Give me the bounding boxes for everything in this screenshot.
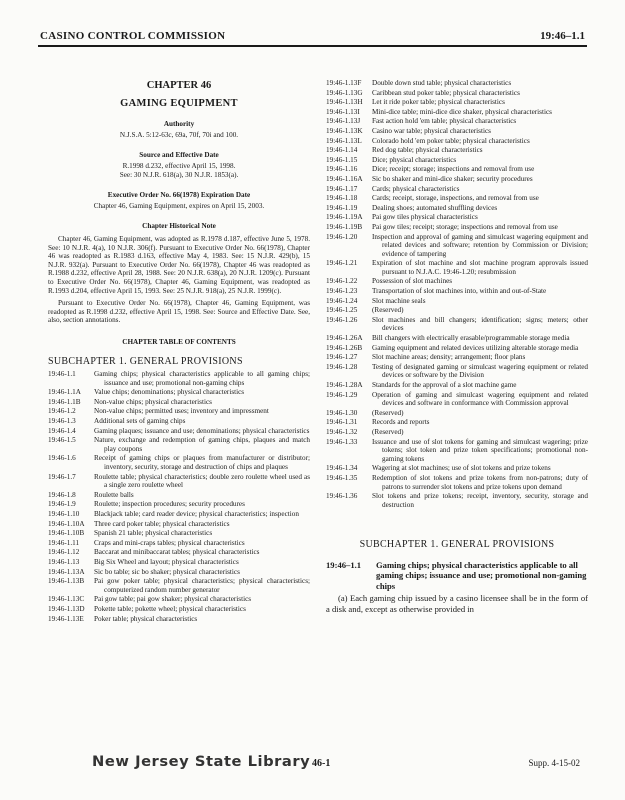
header-rule (38, 45, 587, 47)
running-header-section: 19:46–1.1 (540, 30, 585, 42)
toc-entry-title: Additional sets of gaming chips (94, 417, 186, 426)
historical-note-paragraph: Chapter 46, Gaming Equipment, was adopted as R.1978 d.187, effective June 5, 1978. See: 10 N.J.R. 4(a), 10 N.J.R. 306(f). Pursuant to Executive Order No. 66(1978), Chapter 46 was readopted as R.1983 d.163, effective May 4, 1983. See: 15 N.J.R. 429(b), 15 N.J.R. 932(a). Pursuant to Executive Order No. 66(1978), Chapter 46 was readopted as R.1988 d.232, effective April 28, 1988. See: 20 N.J.R. 638(a), 20 N.J.R. 1209(c). Pursuant to Executive Order No. 66(1978), Chapter 46, Gaming Equipment, was readopted as R.1993 d.204, effective April 15, 1993. See: 25 N.J.R. 918(a), 25 N.J.R. 1999(c). (48, 234, 310, 295)
toc-entry-title: (Reserved) (372, 427, 404, 436)
historical-note-paragraph: Pursuant to Executive Order No. 66(1978), Chapter 46, Gaming Equipment, was readopted as R.1998 d.232, effective April 15, 1998. See: Source and Effective Date. See, also, section annotations. (48, 299, 310, 325)
toc-entry-number: 19:46-1.22 (326, 277, 358, 286)
toc-entry-number: 19:46-1.1B (48, 397, 81, 406)
toc-entry-title: Cards; physical characteristics (372, 184, 460, 193)
toc-entry (326, 381, 588, 390)
toc-entry-number: 19:46-1.14 (326, 146, 358, 155)
toc-entry-title: Records and reports (372, 418, 430, 427)
toc-entry-number: 19:46-1.9 (48, 500, 76, 509)
toc-entry (326, 353, 588, 362)
toc-entry-number: 19:46-1.13A (48, 567, 85, 576)
toc-entry-number: 19:46-1.28A (326, 381, 363, 389)
section-title: Gaming chips; physical characteristics applicable to all gaming chips; issuance and use; promotional non-gaming chips (376, 559, 587, 591)
toc-entry-title: Inspection and approval of gaming and simulcast wagering equipment and related devices and software; retention by Commission or Division; evidence of tampering (372, 232, 588, 258)
toc-entry (326, 306, 588, 315)
toc-entry-number: 19:46-1.6 (48, 454, 76, 463)
toc-entry-title: Nature, exchange and redemption of gaming chips, plaques and match play coupons (94, 436, 310, 453)
right-toc-list (326, 79, 588, 509)
toc-entry-title: Let it ride poker table; physical characteristics (372, 98, 505, 107)
toc-entry-number: 19:46-1.32 (326, 427, 358, 436)
toc-entry (326, 175, 588, 184)
toc-entry-number: 19:46-1.17 (326, 184, 358, 193)
toc-entry-title: Three card poker table; physical characteristics (94, 519, 230, 528)
toc-entry-number: 19:46-1.26A (326, 334, 363, 343)
toc-entry-title: Non-value chips; permitted uses; inventory and impressment (94, 407, 269, 416)
toc-entry (326, 464, 588, 473)
library-stamp: New Jersey State Library (92, 754, 311, 770)
toc-entry-title: Redemption of slot tokens and prize tokens from non-patrons; duty of patrons to surrender slot tokens and prize tokens upon demand (372, 473, 588, 491)
toc-entry (48, 473, 310, 490)
section-number: 19:46–1.1 (326, 559, 362, 570)
executive-order-text: Chapter 46, Gaming Equipment, expires on April 15, 2003. (93, 201, 265, 210)
toc-entry-title: Gaming chips; physical characteristics applicable to all gaming chips; issuance and use; promotional non-gaming chips (94, 370, 310, 387)
chapter-title: GAMING EQUIPMENT (120, 97, 238, 109)
toc-entry (48, 615, 310, 624)
toc-entry (48, 520, 310, 529)
toc-entry (48, 529, 310, 538)
toc-entry (48, 370, 310, 387)
toc-entry-title: Value chips; denominations; physical characteristics (94, 388, 245, 397)
toc-entry-number: 19:46-1.13B (48, 577, 85, 586)
toc-entry (326, 108, 588, 117)
toc-entry-number: 19:46-1.25 (326, 306, 358, 315)
toc-entry-title: Non-value chips; physical characteristics (94, 397, 212, 406)
toc-entry-number: 19:46-1.15 (326, 155, 358, 164)
toc-entry-number: 19:46-1.29 (326, 390, 358, 399)
toc-entry (48, 577, 310, 594)
toc-entry-title: Pai gow poker table; physical characteristics; physical characteristics; computerized random number generator (94, 577, 310, 594)
toc-entry (326, 428, 588, 437)
toc-entry-title: Gaming plaques; issuance and use; denominations; physical characteristics (94, 426, 310, 435)
toc-entry-title: Standards for the approval of a slot machine game (372, 381, 517, 389)
toc-entry-title: Cards; receipt, storage, inspections, and removal from use (372, 194, 539, 203)
toc-entry-number: 19:46-1.10B (48, 529, 85, 538)
toc-entry (326, 259, 588, 276)
page-number: 46-1 (312, 758, 331, 769)
right-column (326, 78, 588, 614)
toc-entry (326, 127, 588, 136)
toc-entry-title: Operation of gaming and simulcast wagering equipment and related devices and software in conformance with Commission approval (372, 390, 588, 408)
toc-entry-title: Possession of slot machines (372, 277, 453, 286)
toc-entry (48, 500, 310, 509)
toc-entry-number: 19:46-1.13F (326, 79, 362, 87)
section-body: (a) Each gaming chip issued by a casino licensee shall be in the form of a disk and, except as otherwise provided in (326, 593, 588, 614)
toc-entry (48, 388, 310, 397)
toc-entry-title: Spanish 21 table; physical characteristics (94, 529, 213, 538)
section-heading (326, 560, 588, 591)
toc-entry (48, 558, 310, 567)
toc-entry-number: 19:46-1.1A (48, 388, 81, 397)
toc-entry-title: Slot machine areas; density; arrangement; floor plans (372, 353, 526, 362)
toc-entry-title: Roulette balls (94, 490, 134, 499)
supplement-date: Supp. 4-15-02 (528, 758, 580, 768)
toc-entry-title: Roulette table; physical characteristics; double zero roulette wheel used as a single zero roulette wheel (94, 472, 310, 490)
toc-entry (326, 194, 588, 203)
source-heading: Source and Effective Date (139, 151, 219, 160)
toc-entry-title: Baccarat and minibaccarat tables; physical characteristics (94, 548, 260, 557)
toc-entry (326, 277, 588, 286)
toc-entry-title: Sic bo table; sic bo shaker; physical characteristics (94, 567, 240, 576)
toc-entry (48, 605, 310, 614)
toc-entry-title: Fast action hold 'em table; physical characteristics (372, 117, 517, 126)
toc-entry-number: 19:46-1.19A (326, 213, 363, 222)
subchapter-heading: SUBCHAPTER 1. GENERAL PROVISIONS (359, 539, 555, 551)
historical-note-heading: Chapter Historical Note (142, 222, 216, 231)
toc-entry (48, 548, 310, 557)
toc-entry (48, 417, 310, 426)
toc-entry (48, 568, 310, 577)
authority-heading: Authority (163, 120, 195, 129)
toc-entry (326, 137, 588, 146)
toc-entry-number: 19:46-1.11 (48, 538, 80, 547)
toc-entry-title: Receipt of gaming chips or plaques from manufacturer or distributor; inventory, security, storage and destruction of chips and plaques (94, 454, 310, 471)
toc-entry (48, 510, 310, 519)
toc-entry-title: Bill changers with electrically erasable/programmable storage media (372, 334, 570, 343)
toc-entry-number: 19:46-1.24 (326, 296, 358, 305)
toc-entry-title: Pai gow table; pai gow shaker; physical characteristics (94, 595, 252, 604)
toc-entry-title: Colorado hold 'em poker table; physical characteristics (372, 136, 530, 145)
toc-entry-title: Wagering at slot machines; use of slot tokens and prize tokens (372, 464, 551, 473)
toc-entry (326, 409, 588, 418)
toc-entry (326, 185, 588, 194)
toc-entry-number: 19:46-1.13K (326, 126, 363, 135)
toc-entry-number: 19:46-1.18 (326, 194, 358, 203)
toc-entry-title: Roulette; inspection procedures; security procedures (94, 500, 245, 509)
toc-entry-number: 19:46-1.13L (326, 136, 362, 145)
toc-entry-title: Gaming equipment and related devices utilizing alterable storage media (372, 343, 579, 352)
authority-text: N.J.S.A. 5:12-63c, 69a, 70f, 70i and 100. (119, 130, 239, 139)
toc-entry (48, 407, 310, 416)
chapter-number: CHAPTER 46 (146, 80, 212, 91)
source-line: See: 30 N.J.R. 618(a), 30 N.J.R. 1853(a). (119, 170, 239, 179)
toc-entry (326, 213, 588, 222)
toc-entry-number: 19:46-1.2 (48, 407, 76, 416)
toc-entry-number: 19:46-1.10A (48, 519, 85, 528)
toc-entry-title: Casino war table; physical characteristics (372, 126, 491, 135)
toc-entry (326, 334, 588, 343)
toc-entry (326, 156, 588, 165)
toc-entry (48, 436, 310, 453)
toc-entry-title: Expiration of slot machine and slot machine program approvals issued pursuant to N.J.A.C. 19:46-1.20; resubmission (372, 259, 588, 276)
toc-entry (326, 98, 588, 107)
toc-entry-number: 19:46-1.26 (326, 315, 358, 324)
source-line: R.1998 d.232, effective April 15, 1998. (122, 161, 236, 170)
toc-entry-number: 19:46-1.7 (48, 472, 76, 481)
toc-entry-title: Double down stud table; physical characteristics (372, 79, 512, 87)
toc-entry (326, 79, 588, 88)
left-column (48, 78, 310, 623)
executive-order-heading: Executive Order No. 66(1978) Expiration Date (107, 191, 251, 200)
toc-entry-title: Dice; receipt; storage; inspections and removal from use (372, 165, 535, 174)
toc-entry-number: 19:46-1.19 (326, 203, 358, 212)
toc-entry-title: Transportation of slot machines into, within and out-of-State (372, 287, 547, 296)
toc-entry-number: 19:46-1.1 (48, 370, 76, 379)
toc-entry (48, 491, 310, 500)
toc-entry-number: 19:46-1.36 (326, 492, 358, 501)
toc-entry (326, 297, 588, 306)
toc-entry (326, 391, 588, 408)
toc-entry-number: 19:46-1.13J (326, 117, 361, 126)
toc-entry-title: Issuance and use of slot tokens for gaming and simulcast wagering; prize tokens; slot token and prize token specifications; promotional non-gaming tokens (372, 437, 588, 463)
toc-entry-number: 19:46-1.13I (326, 107, 360, 116)
toc-entry-number: 19:46-1.23 (326, 287, 358, 296)
running-header-title: CASINO CONTROL COMMISSION (40, 30, 226, 42)
left-toc-list (48, 370, 310, 623)
toc-entry (326, 492, 588, 509)
toc-entry-number: 19:46-1.5 (48, 436, 76, 445)
toc-entry-number: 19:46-1.35 (326, 473, 358, 482)
toc-entry (48, 398, 310, 407)
toc-entry (326, 344, 588, 353)
toc-entry-title: Pai gow tiles physical characteristics (372, 213, 478, 222)
toc-entry-title: Craps and mini-craps tables; physical characteristics (94, 538, 245, 547)
toc-entry-number: 19:46-1.12 (48, 548, 80, 557)
toc-entry-number: 19:46-1.28 (326, 362, 358, 371)
subchapter-heading: SUBCHAPTER 1. GENERAL PROVISIONS (48, 356, 243, 368)
toc-entry-title: Mini-dice table; mini-dice dice shaker, physical characteristics (372, 107, 552, 116)
toc-entry-number: 19:46-1.30 (326, 408, 358, 417)
toc-entry-title: Slot machine seals (372, 296, 426, 305)
toc-entry-title: Blackjack table; card reader device; physical characteristics; inspection (94, 509, 299, 518)
toc-entry-title: Slot tokens and prize tokens; receipt, inventory, security, storage and destruction (372, 492, 588, 509)
toc-entry-number: 19:46-1.4 (48, 426, 76, 435)
toc-entry-title: Caribbean stud poker table; physical characteristics (372, 88, 520, 97)
toc-entry (326, 146, 588, 155)
toc-entry-number: 19:46-1.26B (326, 343, 363, 352)
toc-entry (326, 165, 588, 174)
toc-entry-number: 19:46-1.13C (48, 595, 85, 604)
toc-entry (326, 418, 588, 427)
toc-entry-number: 19:46-1.13G (326, 88, 363, 97)
toc-entry-title: (Reserved) (372, 306, 404, 315)
toc-entry (326, 316, 588, 333)
toc-entry (326, 89, 588, 98)
toc-entry-title: Big Six Wheel and layout; physical characteristics (94, 557, 239, 566)
toc-entry-title: Dice; physical characteristics (372, 155, 457, 164)
toc-entry-number: 19:46-1.13E (48, 614, 84, 623)
toc-entry-number: 19:46-1.13D (48, 604, 85, 613)
toc-entry-number: 19:46-1.10 (48, 509, 80, 518)
toc-entry-number: 19:46-1.13H (326, 98, 363, 107)
toc-entry-title: Poker table; physical characteristics (94, 614, 198, 623)
toc-entry (326, 204, 588, 213)
toc-entry-number: 19:46-1.8 (48, 490, 76, 499)
toc-entry (48, 539, 310, 548)
toc-entry-number: 19:46-1.13 (48, 557, 80, 566)
toc-entry-title: Dealing shoes; automated shuffling devices (372, 203, 498, 212)
toc-entry-number: 19:46-1.27 (326, 353, 358, 362)
toc-entry-number: 19:46-1.21 (326, 259, 358, 268)
toc-entry-title: Pai gow tiles; receipt; storage; inspections and removal from use (372, 222, 558, 231)
toc-entry (48, 454, 310, 471)
toc-entry-title: Sic bo shaker and mini-dice shaker; security procedures (372, 174, 533, 183)
toc-entry (326, 223, 588, 232)
toc-entry-title: Red dog table; physical characteristics (372, 146, 483, 155)
toc-entry-title: (Reserved) (372, 408, 404, 417)
toc-entry-number: 19:46-1.20 (326, 232, 358, 241)
toc-entry (326, 474, 588, 491)
toc-entry-number: 19:46-1.16 (326, 165, 358, 174)
toc-entry (326, 363, 588, 380)
toc-entry-number: 19:46-1.34 (326, 464, 358, 473)
toc-entry (326, 287, 588, 296)
toc-entry (326, 438, 588, 464)
toc-entry-number: 19:46-1.19B (326, 222, 363, 231)
toc-entry (326, 233, 588, 259)
toc-entry (48, 427, 310, 436)
toc-entry-number: 19:46-1.31 (326, 418, 358, 427)
toc-entry-title: Slot machines and bill changers; identification; signs; meters; other devices (372, 315, 588, 333)
toc-entry-number: 19:46-1.33 (326, 437, 358, 446)
toc-entry-title: Pokette table; pokette wheel; physical characteristics (94, 604, 246, 613)
toc-entry-title: Testing of designated gaming or simulcast wagering equipment or related devices or software by the Division (372, 362, 588, 380)
toc-entry (48, 595, 310, 604)
toc-heading: CHAPTER TABLE OF CONTENTS (122, 337, 236, 346)
toc-entry-number: 19:46-1.3 (48, 417, 76, 426)
toc-entry (326, 117, 588, 126)
toc-entry-number: 19:46-1.16A (326, 174, 363, 183)
